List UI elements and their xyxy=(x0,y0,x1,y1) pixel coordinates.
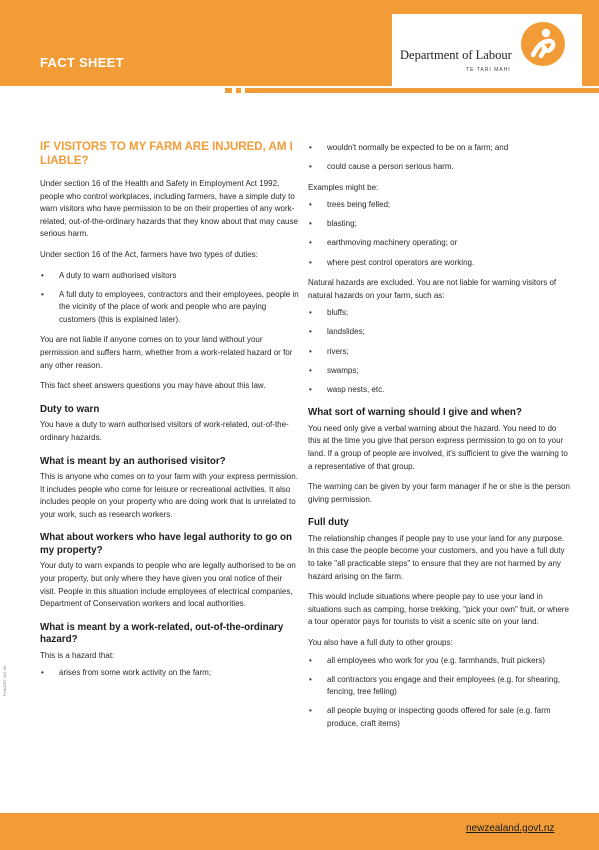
list-item: • all people buying or inspecting goods offered for sale (e.g. farm produce, craft items) xyxy=(308,705,570,730)
list-item: • bluffs; xyxy=(308,307,570,320)
examples-list xyxy=(308,199,570,269)
heading-warning: What sort of warning should I give and when? xyxy=(308,407,522,419)
website-link[interactable]: newzealand.govt.nz xyxy=(466,823,555,834)
list-item: • trees being felled; xyxy=(308,199,570,212)
department-name: Department of Labour xyxy=(400,48,512,62)
heading-legal-authority: What about workers who have legal authority to go on my property? xyxy=(40,532,293,556)
purpose-paragraph: This fact sheet answers questions you may have about this law. xyxy=(40,381,266,391)
other-groups-intro: You also have a full duty to other groups: xyxy=(308,638,453,648)
duties-intro: Under section 16 of the Act, farmers have two types of duties: xyxy=(40,249,258,259)
document-code: PLA0257 JUL 99 xyxy=(2,665,7,696)
header-accent-dash xyxy=(225,88,232,93)
page-title: IF VISITORS TO MY FARM ARE INJURED, AM I LIABLE? xyxy=(40,141,293,167)
list-item: • wouldn't normally be expected to be on a farm; and xyxy=(308,142,570,155)
natural-hazards-list xyxy=(308,307,570,396)
examples-intro: Examples might be: xyxy=(308,182,379,192)
warning-manager-paragraph: The warning can be given by your farm manager if he or she is the person giving permission. xyxy=(308,482,570,504)
department-logo xyxy=(392,14,582,86)
heading-hazard: What is meant by a work-related, out-of-the-ordinary hazard? xyxy=(40,621,284,646)
hazard-intro: This is a hazard that: xyxy=(40,650,115,660)
footer-banner xyxy=(0,813,599,850)
full-duty-examples-paragraph: This would include situations where people pay to use your land in situations such as camping, horse trekking, "pick your own" fruit, or where a tour operator pays for tourists to visit a scenic site on your land. xyxy=(308,592,569,627)
duties-list xyxy=(40,270,300,327)
list-item: • where pest control operators are working. xyxy=(308,257,570,270)
list-item: • swamps; xyxy=(308,365,570,378)
list-item: • could cause a person serious harm. xyxy=(308,161,570,174)
authorised-visitor-paragraph: This is anyone who comes on to your farm with your express permission. It includes people who come for leisure or recreational activities. It also includes people on your property who are doing work that is unrelated to your work, such as research workers. xyxy=(40,472,298,519)
list-item: • blasting; xyxy=(308,218,570,231)
list-item: • wasp nests, etc. xyxy=(308,384,570,397)
hazard-list xyxy=(40,667,300,680)
list-item: • all contractors you engage and their employees (e.g. for shearing, fencing, tree felling) xyxy=(308,674,570,699)
list-item: • A full duty to employees, contractors and their employees, people in the vicinity of the place of work and people who are paying customers (this is explained later). xyxy=(40,289,300,327)
header-accent-rule xyxy=(245,88,599,93)
right-column xyxy=(308,142,570,739)
intro-paragraph: Under section 16 of the Health and Safety in Employment Act 1992, people who control workplaces, including farmers, have a simple duty to warn visitors who have permission to be on their properties of any work-related, out-of-the-ordinary hazards that they know about that may cause serious harm. xyxy=(40,179,298,239)
heading-duty-to-warn: Duty to warn xyxy=(40,403,100,415)
full-duty-paragraph: The relationship changes if people pay to use your land for any purpose. In this case the people become your customers, and you have a full duty to take "all practicable steps" to ensure that they are not harmed by any hazard arising on the farm. xyxy=(308,533,565,581)
fact-sheet-label: FACT SHEET xyxy=(40,55,124,70)
duty-to-warn-paragraph: You have a duty to warn authorised visitors of work-related, out-of-the-ordinary hazards. xyxy=(40,420,289,442)
left-column xyxy=(40,140,300,688)
header-banner xyxy=(0,0,599,86)
header-accent-dash xyxy=(236,88,241,93)
other-groups-list xyxy=(308,655,570,731)
list-item: • earthmoving machinery operating; or xyxy=(308,237,570,250)
heading-full-duty: Full duty xyxy=(308,517,349,529)
list-item: • rivers; xyxy=(308,346,570,359)
warning-paragraph: You need only give a verbal warning about the hazard. You need to do this at the time you give that person express permission to go on to your land. If a group of people are involved, it's sufficient to give the warning to a representative of that group. xyxy=(308,423,568,471)
department-maori-name: TE TARI MAHI xyxy=(466,67,511,73)
list-item: • landslides; xyxy=(308,326,570,339)
list-item: • all employees who work for you (e.g. farmhands, fruit pickers) xyxy=(308,655,570,668)
department-emblem-icon xyxy=(519,20,567,68)
list-item: • arises from some work activity on the farm; xyxy=(40,667,300,680)
heading-authorised-visitor: What is meant by an authorised visitor? xyxy=(40,455,226,467)
legal-authority-paragraph: Your duty to warn expands to people who are legally authorised to be on your property, but only where they have given you oral notice of their visit. People in this situation include employees of electrical companies, Department of Conservation workers and local authorities. xyxy=(40,561,296,609)
hazard-list-continued xyxy=(308,142,570,174)
natural-hazards-paragraph: Natural hazards are excluded. You are not liable for warning visitors of natural hazards on your farm, such as: xyxy=(308,278,557,300)
liability-paragraph: You are not liable if anyone comes on to your land without your permission and suffers harm, whether from a work-related hazard or for any other reason. xyxy=(40,335,293,370)
list-item: • A duty to warn authorised visitors xyxy=(40,270,300,283)
